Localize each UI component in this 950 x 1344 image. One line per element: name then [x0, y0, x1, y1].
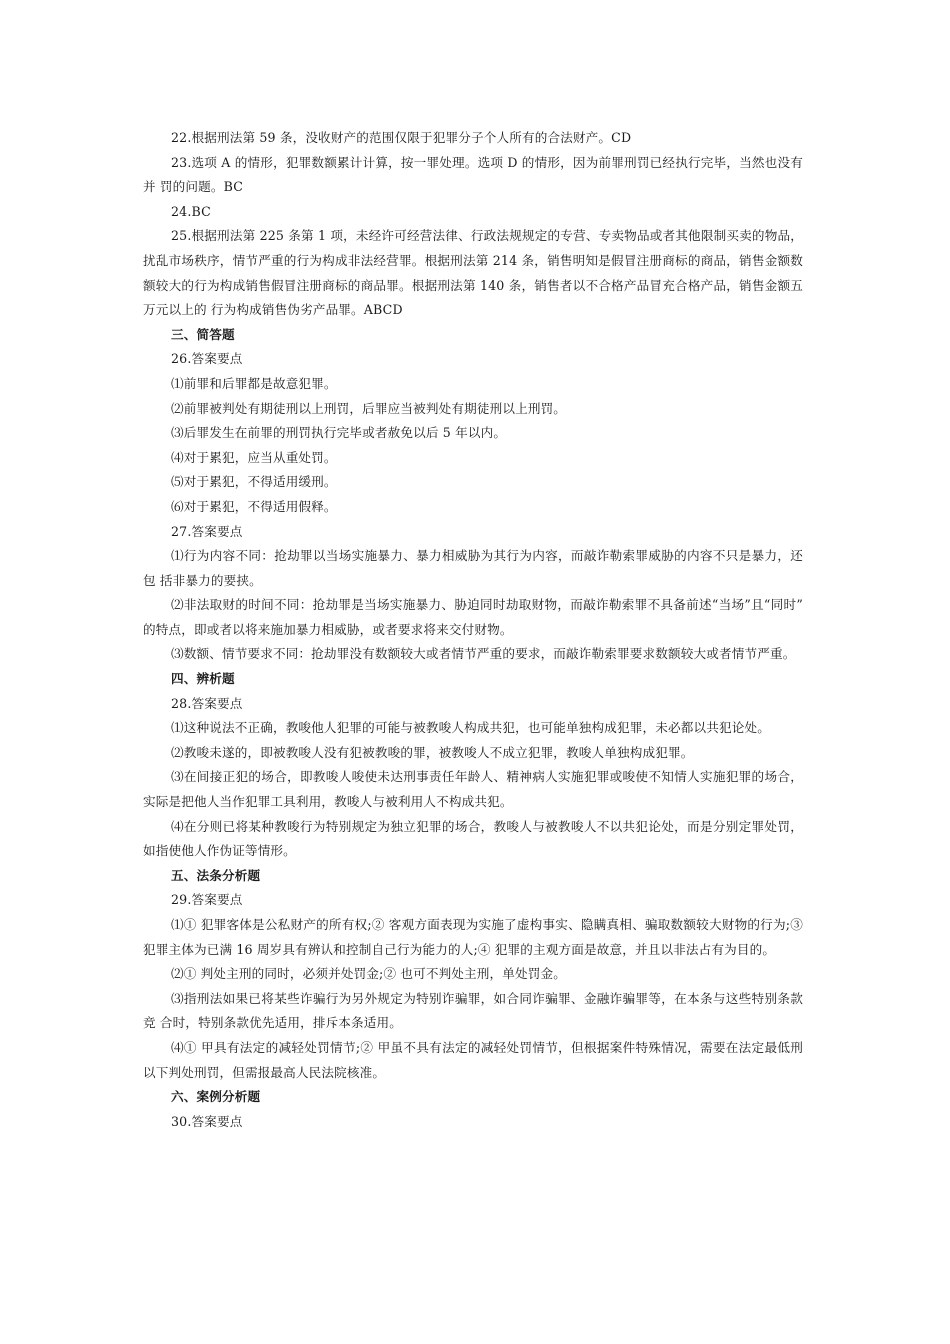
answer-paragraph: ⑵非法取财的时间不同：抢劫罪是当场实施暴力、胁迫同时劫取财物，而敲诈勒索罪不具备前述“当场”且“同时” 的特点，即或者以将来施加暴力相威胁，或者要求将来交付财物。: [143, 597, 803, 637]
answer-paragraph: ⑶数额、情节要求不同：抢劫罪没有数额较大或者情节严重的要求，而敲诈勒索罪要求数额较大或者情节严重。: [171, 646, 796, 662]
answer-paragraph: ⑴行为内容不同：抢劫罪以当场实施暴力、暴力相威胁为其行为内容，而敲诈勒索罪威胁的内容不只是暴力，还包 括非暴力的要挟。: [143, 548, 803, 588]
answer-paragraph: 27.答案要点: [171, 523, 243, 539]
answer-paragraph: 26.答案要点: [171, 351, 243, 367]
section-heading: 四、辨析题: [171, 671, 235, 687]
answer-paragraph: ⑴这种说法不正确，教唆他人犯罪的可能与被教唆人构成共犯，也可能单独构成犯罪，未必都以共犯论处。: [171, 720, 770, 736]
answer-paragraph: 25.根据刑法第 225 条第 1 项，未经许可经营法律、行政法规规定的专营、专卖物品或者其他限制买卖的物品，扰乱市场秩序，情节严重的行为构成非法经营罪。根据刑法第 214 条，销售明知是假冒注册商标的商品，销售金额数额较大的行为构成销售假冒注册商标的商品罪。根据刑法第 140 条，销售者以不合格产品冒充合格产品，销售金额五万元以上的 行为构成销售伪劣产品罪。ABCD: [143, 228, 803, 318]
answer-paragraph: 22.根据刑法第 59 条，没收财产的范围仅限于犯罪分子个人所有的合法财产。CD: [171, 130, 632, 145]
answer-paragraph: ⑵① 判处主刑的同时，必须并处罚金;② 也可不判处主刑，单处罚金。: [171, 966, 567, 982]
answer-paragraph: ⑹对于累犯，不得适用假释。: [171, 498, 337, 514]
answer-paragraph: 24.BC: [171, 203, 211, 219]
answer-paragraph: ⑶指刑法如果已将某些诈骗行为另外规定为特别诈骗罪，如合同诈骗罪、金融诈骗罪等，在本条与这些特别条款竞 合时，特别条款优先适用，排斥本条适用。: [143, 990, 803, 1031]
section-heading: 三、简答题: [171, 326, 235, 342]
answer-paragraph: ⑸对于累犯，不得适用缓刑。: [171, 474, 337, 490]
answer-paragraph: ⑶后罪发生在前罪的刑罚执行完毕或者赦免以后 5 年以内。: [171, 425, 507, 441]
answer-paragraph: 30.答案要点: [171, 1113, 243, 1129]
answer-paragraph: ⑴① 犯罪客体是公私财产的所有权;② 客观方面表现为实施了虚构事实、隐瞒真相、骗取数额较大财物的行为;③ 犯罪主体为已满 16 周岁具有辨认和控制自己行为能力的人;④ 犯罪的主观方面是故意，并且以非法占有为目的。: [143, 917, 803, 957]
answer-paragraph: ⑴前罪和后罪都是故意犯罪。: [171, 375, 337, 391]
answer-paragraph: ⑶在间接正犯的场合，即教唆人唆使未达刑事责任年龄人、精神病人实施犯罪或唆使不知情人实施犯罪的场合，实际是把他人当作犯罪工具利用，教唆人与被利用人不构成共犯。: [143, 769, 803, 810]
answer-paragraph: ⑵前罪被判处有期徒刑以上刑罚，后罪应当被判处有期徒刑以上刑罚。: [171, 400, 567, 416]
answer-paragraph: ⑵教唆未遂的，即被教唆人没有犯被教唆的罪，被教唆人不成立犯罪，教唆人单独构成犯罪。: [171, 744, 694, 760]
answer-paragraph: ⑷在分则已将某种教唆行为特别规定为独立犯罪的场合，教唆人与被教唆人不以共犯论处，而是分别定罪处罚，如指使他人作伪证等情形。: [143, 818, 803, 859]
answer-paragraph: ⑷对于累犯，应当从重处罚。: [171, 449, 337, 465]
section-heading: 五、法条分析题: [171, 867, 261, 883]
section-heading: 六、案例分析题: [171, 1089, 261, 1105]
answer-paragraph: ⑷① 甲具有法定的减轻处罚情节;② 甲虽不具有法定的减轻处罚情节，但根据案件特殊情况，需要在法定最低刑以下判处刑罚，但需报最高人民法院核准。: [143, 1039, 803, 1080]
answer-paragraph: 23.选项 A 的情形，犯罪数额累计计算，按一罪处理。选项 D 的情形，因为前罪刑罚已经执行完毕，当然也没有并 罚的问题。BC: [143, 154, 803, 195]
document-page: [143, 126, 803, 1134]
answer-paragraph: 29.答案要点: [171, 892, 243, 908]
answer-paragraph: 28.答案要点: [171, 695, 243, 711]
